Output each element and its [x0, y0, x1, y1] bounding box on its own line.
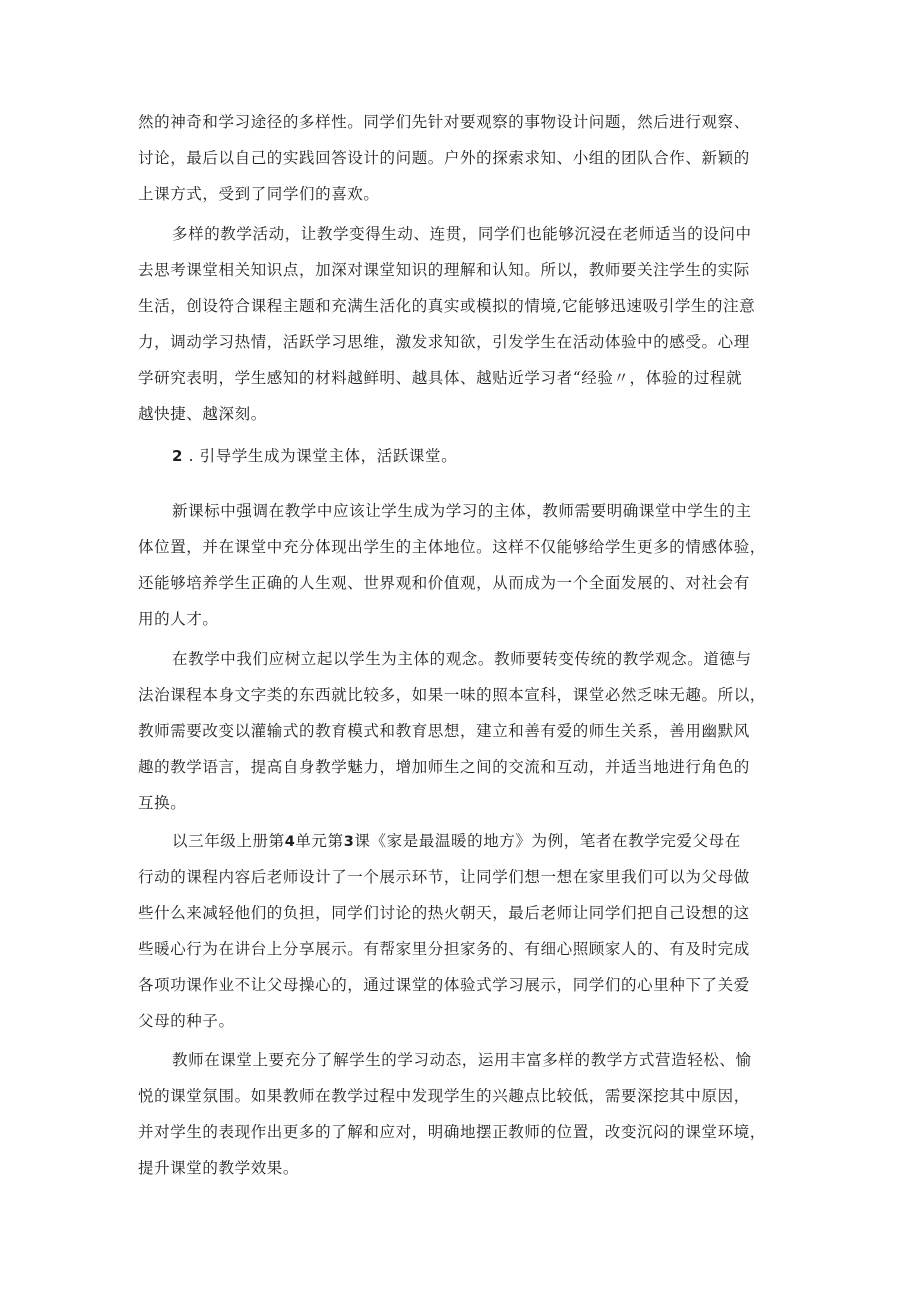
paragraph-5-line-5: 各项功课作业不让父母操心的，通过课堂的体验式学习展示，同学们的心里种下了关爱: [138, 976, 750, 994]
paragraph-4-line-3: 教师需要改变以灌输式的教育模式和教育思想，建立和善有爱的师生关系，善用幽默风: [138, 722, 750, 740]
paragraph-3-line-4: 用的人才。: [138, 610, 219, 628]
lesson-number: 3: [343, 834, 355, 850]
section-heading: [172, 446, 457, 466]
paragraph-4-line-4: 趣的教学语言，提高自身教学魅力，增加师生之间的交流和互动，并适当地进行角色的: [138, 758, 750, 776]
section-number: 2: [172, 447, 184, 465]
paragraph-6-line-3: 并对学生的表现作出更多的了解和应对，明确地摆正教师的位置，改变沉闷的课堂环境，: [138, 1123, 766, 1141]
paragraph-5-line-6: 父母的种子。: [138, 1012, 235, 1030]
paragraph-6-line-4: 提升课堂的教学效果。: [138, 1159, 300, 1177]
paragraph-2-line-1: 多样的教学活动，让教学变得生动、连贯，同学们也能够沉浸在老师适当的设问中: [172, 225, 752, 243]
paragraph-5-line-2: 行动的课程内容后老师设计了一个展示环节，让同学们想一想在家里我们可以为父母做: [138, 868, 750, 886]
paragraph-2-line-4: 力，调动学习热情，活跃学习思维，激发求知欲，引发学生在活动体验中的感受。心理: [138, 333, 750, 351]
paragraph-1-line-3: 上课方式，受到了同学们的喜欢。: [138, 185, 380, 203]
paragraph-1-line-1: 然的神奇和学习途径的多样性。同学们先针对要观察的事物设计问题，然后进行观察、: [138, 113, 750, 131]
unit-number: 4: [284, 834, 296, 850]
paragraph-3-line-2: 体位置，并在课堂中充分体现出学生的主体地位。这样不仅能够给学生更多的情感体验，: [138, 538, 766, 556]
paragraph-5-line-4: 些暖心行为在讲台上分享展示。有帮家里分担家务的、有细心照顾家人的、有及时完成: [138, 940, 750, 958]
paragraph-4-line-5: 互换。: [138, 794, 187, 812]
paragraph-5-text-a: 以三年级上册第: [172, 832, 285, 850]
paragraph-5-text-b: 单元第: [295, 832, 344, 850]
paragraph-2-line-5: 学研究表明，学生感知的材料越鲜明、越具体、越贴近学习者“经验〃，体验的过程就: [138, 369, 743, 387]
section-title: . 引导学生成为课堂主体，活跃课堂。: [183, 447, 458, 465]
paragraph-3-line-1: 新课标中强调在教学中应该让学生成为学习的主体，教师需要明确课堂中学生的主: [172, 502, 752, 520]
paragraph-3-line-3: 还能够培养学生正确的人生观、世界观和价值观，从而成为一个全面发展的、对社会有: [138, 574, 750, 592]
paragraph-6-line-2: 悦的课堂氛围。如果教师在教学过程中发现学生的兴趣点比较低，需要深挖其中原因，: [138, 1087, 750, 1105]
paragraph-1-line-2: 讨论，最后以自己的实践回答设计的问题。户外的探索求知、小组的团队合作、新颖的: [138, 149, 750, 167]
paragraph-2-line-2: 去思考课堂相关知识点，加深对课堂知识的理解和认知。所以，教师要关注学生的实际: [138, 261, 750, 279]
paragraph-4-line-1: 在教学中我们应树立起以学生为主体的观念。教师要转变传统的教学观念。道德与: [172, 650, 752, 668]
paragraph-2-line-6: 越快捷、越深刻。: [138, 405, 267, 423]
paragraph-6-line-1: 教师在课堂上要充分了解学生的学习动态，运用丰富多样的教学方式营造轻松、愉: [172, 1051, 752, 1069]
paragraph-4-line-2: 法治课程本身文字类的东西就比较多，如果一味的照本宣科，课堂必然乏味无趣。所以，: [138, 686, 766, 704]
paragraph-5-line-3: 些什么来减轻他们的负担，同学们讨论的热火朝天，最后老师让同学们把自己设想的这: [138, 904, 750, 922]
paragraph-5-line-1: [172, 831, 741, 852]
paragraph-5-text-c: 课《家是最温暖的地方》为例，笔者在教学完爱父母在: [354, 832, 741, 850]
paragraph-2-line-3: 生活，创设符合课程主题和充满生活化的真实或模拟的情境,它能够迅速吸引学生的注意: [138, 297, 756, 315]
